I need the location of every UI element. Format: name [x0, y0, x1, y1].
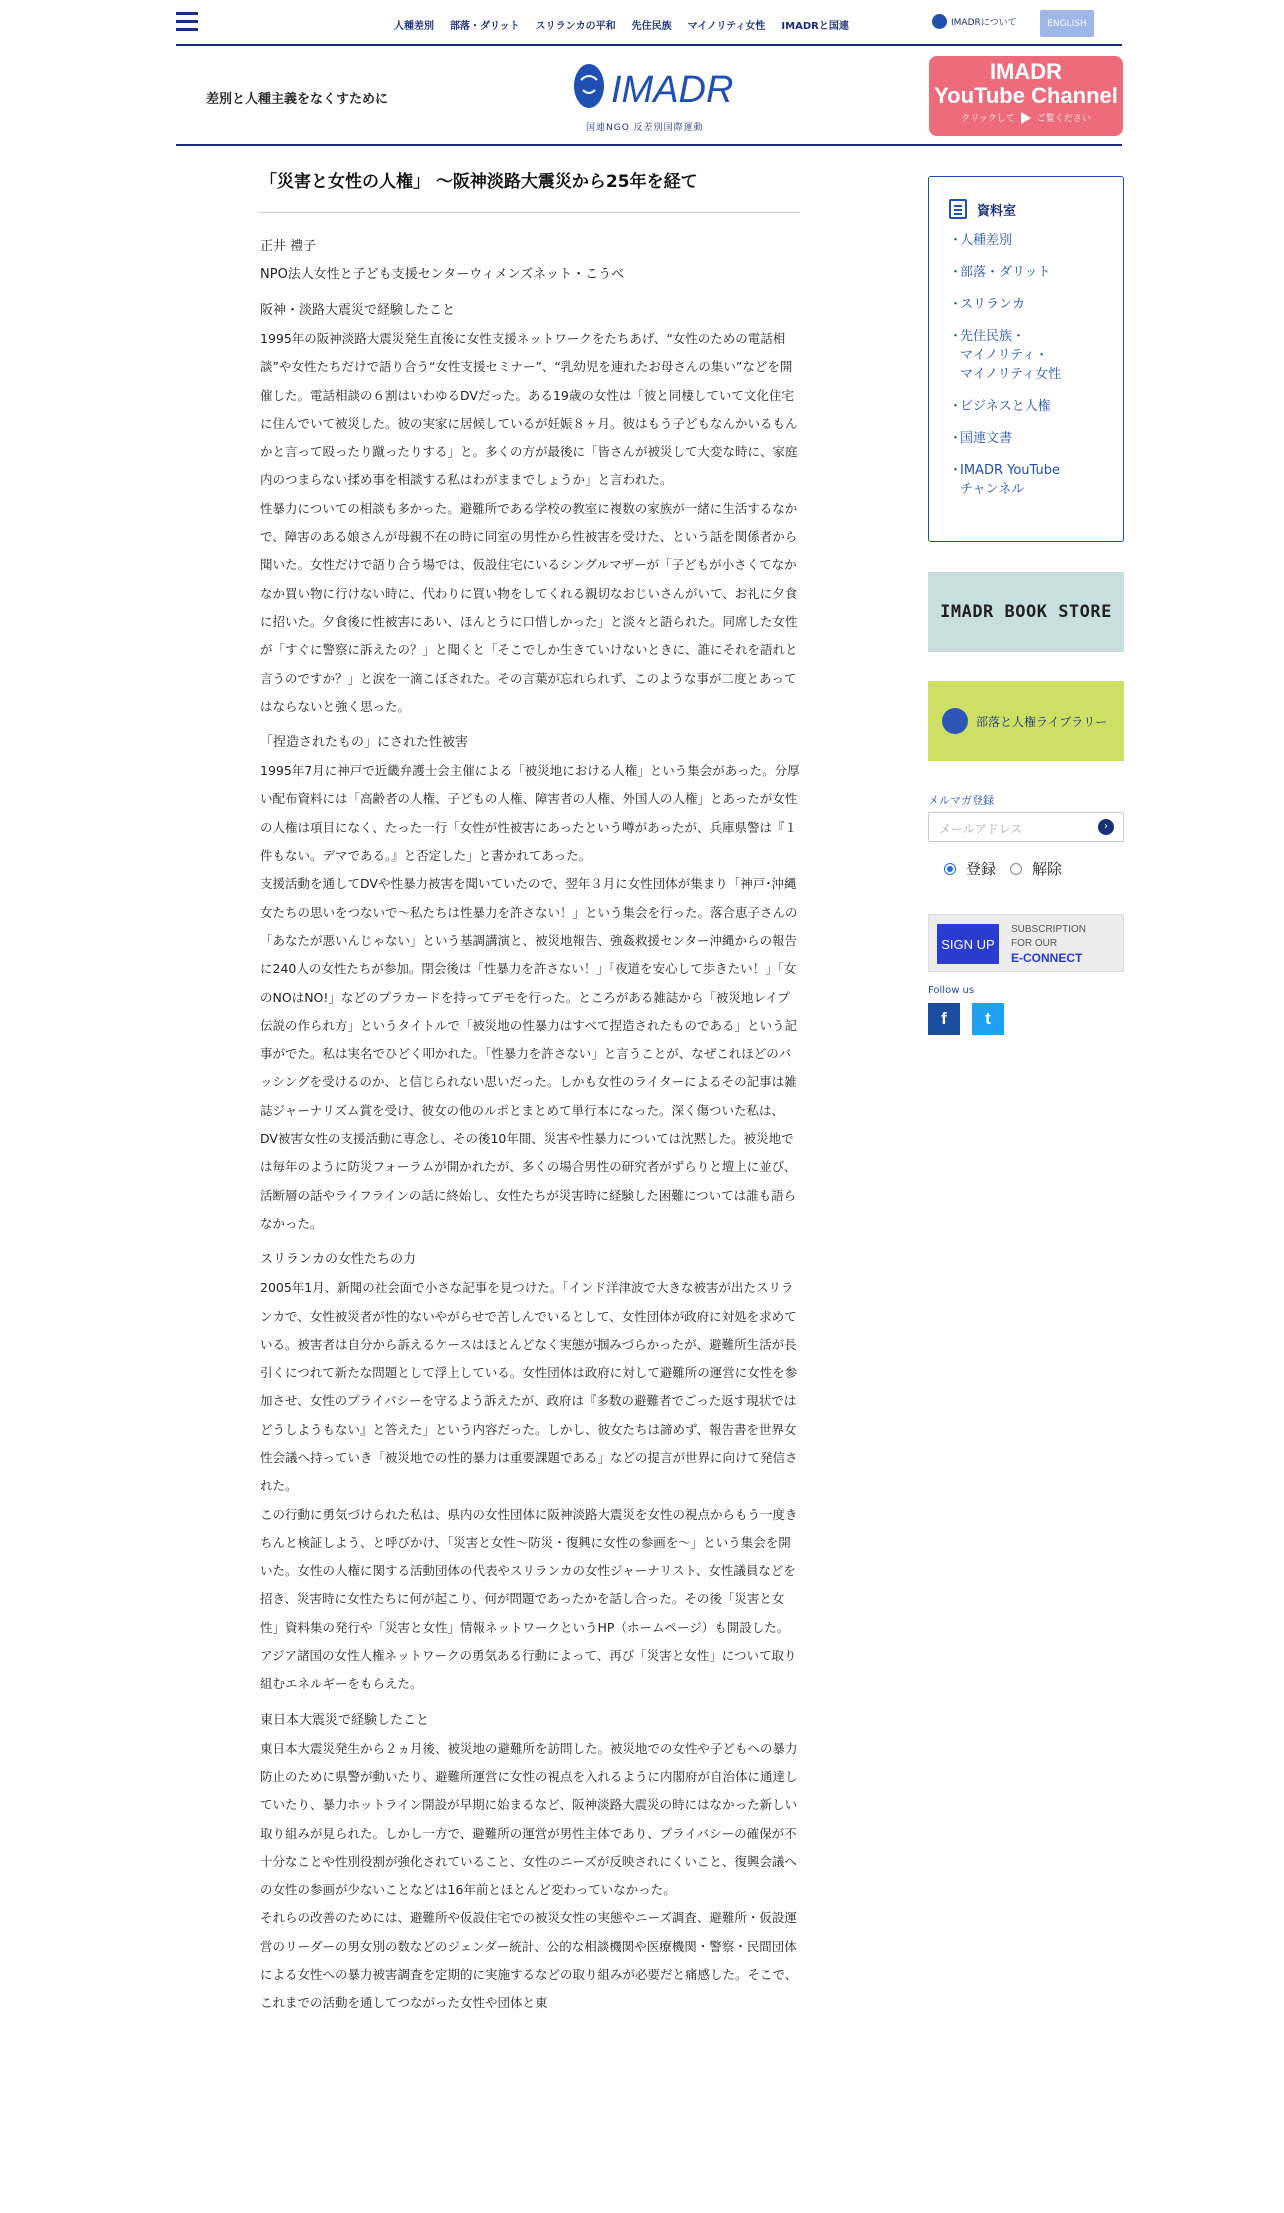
logo-subtitle: 国連NGO 反差別国際運動 [586, 123, 704, 133]
section-paragraph: 1995年の阪神淡路大震災発生直後に女性支援ネットワークをたちあげ、“女性のための電話相談”や女性たちだけで語り合う“女性支援セミナー”、“乳幼児を連れたお母さんの集い”などを開催した。電話相談の６割はいわゆるDVだった。ある19歳の女性は「彼と同棲していて文化住宅に住んでいて被災した。彼の実家に居候しているが妊娠８ヶ月。彼はもう子どもなんかいるもんかと言って殴ったり蹴ったりする」と。多くの方が最後に「皆さんが被災して大変な時に、家庭内のつまらない揉め事を相談する私はわがままでしょうか」と言われた。 [260, 331, 798, 488]
nav-link-racism[interactable]: 人種差別 [394, 21, 434, 32]
article-affiliation: NPO法人女性と子ども支援センターウィメンズネット・こうべ [260, 267, 625, 282]
section-heading: 東日本大震災で経験したこと [260, 1712, 430, 1728]
buraku-library-label: 部落と人権ライブラリー [976, 714, 1108, 729]
radio-cancel[interactable] [1010, 858, 1062, 879]
section-paragraph: 支援活動を通してDVや性暴力被害を聞いていたので、翌年３月に女性団体が集まり「神戸･沖縄 女たちの思いをつないで〜私たちは性暴力を許さない！」という集会を行った。落合恵子さんの「あなたが悪いんじゃない」という基調講演と、被災地報告、強姦救援センター沖縄からの報告に240人の女性たちが参加。閉会後は「性暴力を許さない！」「夜道を安心して歩きたい！」「女のNOはNO!」などのプラカードを持ってデモを行った。ところがある雑誌から「被災地レイプ伝説の作られ方」というタイトルで「被災地の性暴力はすべて捏造されたものである」という記事がでた。私は実名でひどく叩かれた。「性暴力を許さない」と言うことが、なぜこれほどのバッシングを受けるのか、と信じられない思いだった。しかも女性のライターによるその記事は雑誌ジャーナリズム賞を受け、彼女の他のルポとまとめて単行本になった。深く傷ついた私は、DV被害女性の支援活動に専念し、その後10年間、災害や性暴力については沈黙した。被災地では毎年のように防災フォーラムが開かれたが、多くの場合男性の研究者がずらりと壇上に並び、活断層の話やライフラインの話に終始し、女性たちが災害時に経験した困難については誰も語らなかった。 [260, 876, 809, 1231]
nav-link-srilanka-peace[interactable]: スリランカの平和 [535, 21, 616, 32]
library-item-un-docs[interactable]: ・ 国連文書 [949, 431, 1013, 446]
site-tagline: 差別と人種主義をなくすために [206, 92, 389, 107]
library-item-business-hr[interactable]: ・ ビジネスと人権 [949, 399, 1051, 414]
yt-cta-right: ご覧ください [1036, 114, 1091, 124]
section-paragraph: 性暴力についての相談も多かった。避難所である学校の教室に複数の家族が一緒に生活するなかで、障害のある娘さんが母親不在の時に同室の男性から性被害を受けた、という話を関係者から聞いた。女性だけで語り合う場では、仮設住宅にいるシングルマザーが「子どもが小さくてなかなか買い物に行けない時に、代わりに買い物をしてくれる親切なおじいさんがいて、お礼に夕食に招いた。夕食後に性被害にあい、ほんとうに口惜しかった」と淡々と語られた。同席した女性が「すぐに警察に訴えたの？」と聞くと「そこでしか生きていけないときに、誰にそれを語れと言うのですか？」と涙を一滴こぼされた。その言葉が忘れられず、このような事が二度とあってはならないと強く思った。 [260, 500, 798, 714]
radio-cancel-label: 解除 [1032, 860, 1063, 878]
signup-text: SUBSCRIPTION FOR OUR E-CONNECT [1011, 924, 1087, 965]
arrow-right-icon[interactable]: › [1098, 819, 1114, 835]
buraku-library-banner[interactable] [928, 681, 1124, 761]
mailmag-label: メルマガ登録 [928, 794, 994, 807]
imadr-circle-logo-icon [942, 708, 968, 734]
facebook-icon[interactable]: f [928, 1003, 960, 1035]
article-section [260, 297, 800, 721]
english-button[interactable]: ENGLISH [1040, 10, 1094, 37]
section-paragraph: それらの改善のためには、避難所や仮設住宅での被災女性の実態やニーズ調査、避難所・仮設運営のリーダーの男女別の数などのジェンダー統計、公的な相談機関や医療機関・警察・民間団体による女性への暴力被害調査を定期的に実施するなどの取り組みが必要だと痛感した。そこで、これまでの活動を通してつながった女性や団体と東 [260, 1910, 798, 2011]
yt-banner-line1: IMADR [989, 59, 1063, 84]
radio-unselected-icon [1010, 863, 1022, 875]
youtube-channel-banner[interactable] [929, 56, 1123, 136]
article-section [260, 1246, 800, 1698]
signup-banner[interactable] [928, 914, 1124, 972]
imadr-mini-logo-icon [932, 14, 947, 29]
play-icon [1021, 112, 1031, 124]
nav-link-minority-women[interactable]: マイノリティ女性 [687, 21, 766, 32]
logo-text: IMADR [611, 69, 734, 111]
library-list [949, 231, 1105, 499]
radio-selected-icon [944, 863, 956, 875]
radio-register-label: 登録 [966, 860, 997, 878]
nav-link-indigenous[interactable]: 先住民族 [631, 21, 672, 32]
section-paragraph: 東日本大震災発生から２ヵ月後、被災地の避難所を訪問した。被災地での女性や子どもへの暴力防止のために県警が動いたり、避難所運営に女性の視点を入れるように内閣府が自治体に通達していたり、暴力ホットライン開設が早期に始まるなど、阪神淡路大震災の時にはなかった新しい取り組みが見られた。しかし一方で、避難所の運営が男性主体であり、プライバシーの確保が不十分なことや性別役割が強化されていること、女性のニーズが反映されにくいこと、復興会議への女性の参画が少ないことなどは16年前とほとんど変わっていなかった。 [260, 1740, 798, 1898]
radio-register[interactable] [944, 858, 996, 879]
article-section [260, 729, 809, 1238]
library-item-youtube[interactable]: ・ IMADR YouTube チャンネル [949, 463, 1060, 497]
section-heading: スリランカの女性たちの力 [260, 1252, 417, 1268]
article-author: 正井 禮子 [260, 239, 317, 254]
article [260, 170, 809, 2018]
imadr-logo[interactable] [571, 58, 734, 118]
library-item-buraku-dalit[interactable]: ・ 部落・ダリット [949, 265, 1051, 280]
yt-cta-left: クリックして [961, 114, 1015, 124]
section-paragraph: 1995年7月に神戸で近畿弁護士会主催による「被災地における人権」という集会があった。分厚い配布資料には「高齢者の人権、子どもの人権、障害者の人権、外国人の人権」とあったが女性の人権は項目になく、たった一行「女性が性被害にあったという噂があったが、兵庫県警は『１件もない。デマである。』と否定した」と書かれてあった。 [260, 763, 800, 864]
library-header [949, 199, 1105, 219]
article-section [260, 1707, 800, 2018]
section-heading: 「捏造されたもの」にされた性被害 [260, 735, 469, 751]
yt-banner-line2: YouTube Channel [934, 83, 1118, 108]
email-input[interactable]: メールアドレス [928, 812, 1124, 842]
hamburger-menu-icon[interactable] [176, 12, 198, 32]
library-item-racism[interactable]: ・ 人種差別 [949, 233, 1013, 248]
yt-banner-cta [929, 111, 1123, 124]
subscription-radio-group [944, 858, 1062, 879]
top-nav [176, 0, 1122, 46]
nav-link-buraku-dalit[interactable]: 部落・ダリット [450, 21, 520, 32]
section-heading: 阪神・淡路大震災で経験したこと [260, 303, 456, 318]
nav-link-imadr-un[interactable]: IMADRと国連 [781, 21, 849, 32]
main-nav-links [394, 17, 849, 32]
follow-us-label: Follow us [928, 985, 975, 996]
about-label: IMADRについて [951, 18, 1017, 28]
library-title: 資料室 [977, 203, 1017, 219]
section-paragraph: 2005年1月、新聞の社会面で小さな記事を見つけた。「インド洋津波で大きな被害が出たスリランカで、女性被災者が性的ないやがらせで苦しんでいるとして、女性団体が政府に対処を求めている。被害者は自分から訴えるケースはほとんどなく実態が掴みづらかったが、避難所生活が長引くにつれて新たな問題として浮上している。女性団体は政府に対して避難所の運営に女性を参加させ、女性のプライバシーを守るよう訴えたが、政府は『多数の避難者でごった返す現状ではどうしようもない』と答えた」という内容だった。しかし、彼女たちは諦めず、報告書を世界女性会議へ持っていき「被災地での性的暴力は重要課題である」などの提言が世界に向けて発信された。 [260, 1280, 798, 1494]
section-paragraph: この行動に勇気づけられた私は、県内の女性団体に阪神淡路大震災を女性の視点からもう一度きちんと検証しよう、と呼びかけ、「災害と女性〜防災・復興に女性の参画を〜」という集会を開いた。女性の人権に関する活動団体の代表やスリランカの女性ジャーナリスト、女性議員などを招き、災害時に女性たちに何が起こり、何が問題であったかを話し合った。その後「災害と女性」資料集の発行や「災害と女性」情報ネットワークというHP（ホームページ）も開設した。アジア諸国の女性人権ネットワークの勇気ある行動によって、再び「災害と女性」について取り組むエネルギーをもらえた。 [260, 1506, 798, 1692]
library-box [928, 176, 1124, 542]
library-item-indigenous-minority[interactable]: ・ 先住民族・ マイノリティ・ マイノリティ女性 [949, 329, 1062, 382]
document-icon [949, 199, 967, 219]
signup-button[interactable]: SIGN UP [937, 924, 999, 964]
book-store-banner[interactable]: IMADR BOOK STORE [928, 572, 1124, 652]
twitter-icon[interactable]: t [972, 1003, 1004, 1035]
site-header [176, 48, 1122, 146]
library-item-srilanka[interactable]: ・ スリランカ [949, 297, 1026, 312]
about-link[interactable] [932, 14, 1017, 29]
article-title: 「災害と女性の人権」 〜阪神淡路大震災から25年を経て [260, 170, 800, 213]
